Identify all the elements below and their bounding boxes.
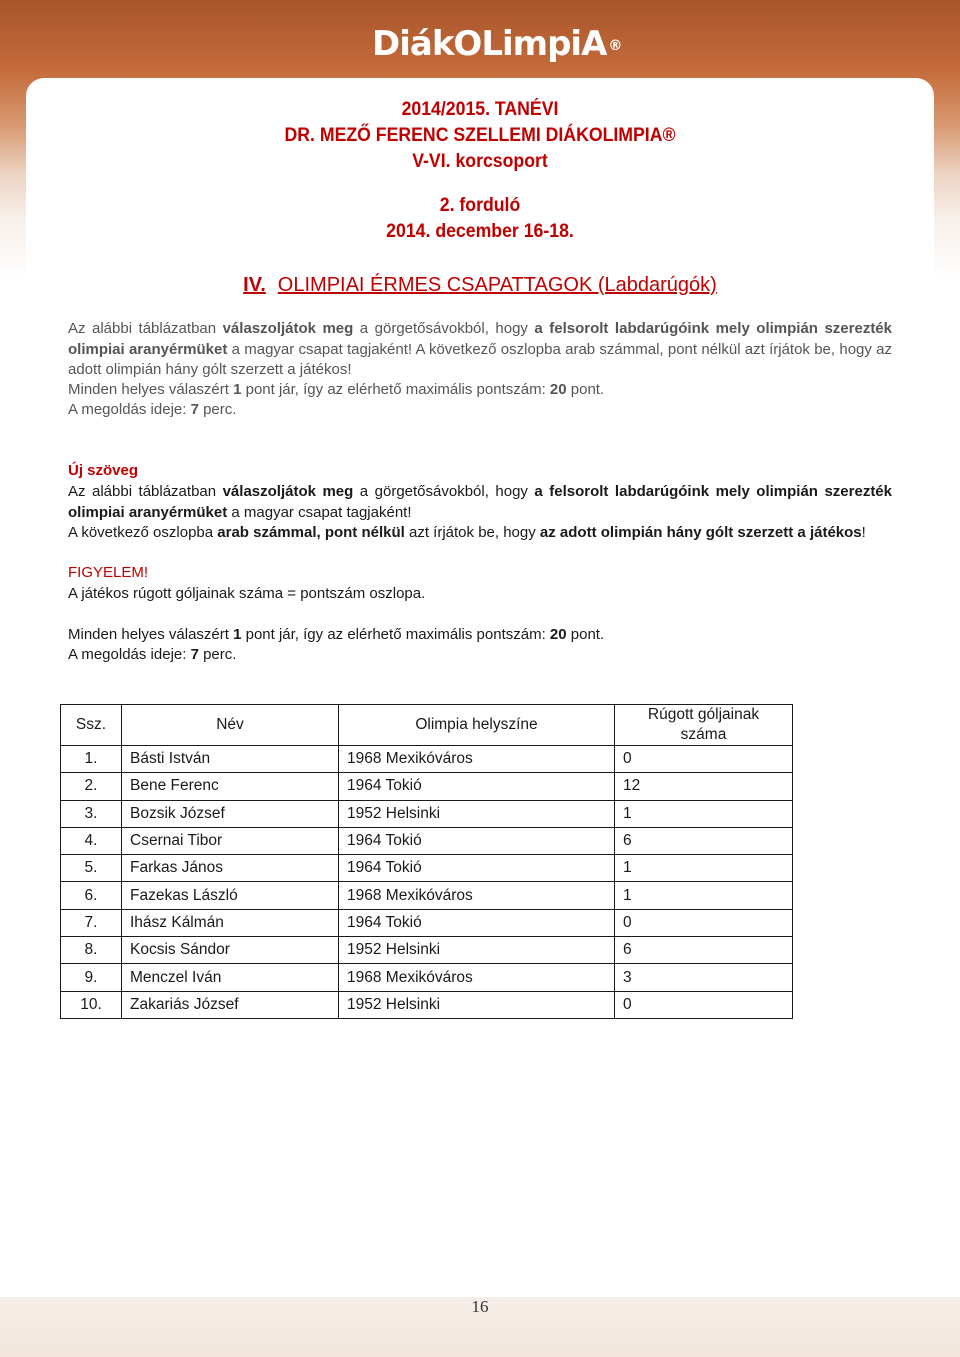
olympic-venue[interactable]: 1964 Tokió (339, 827, 615, 854)
olympic-venue[interactable]: 1964 Tokió (339, 909, 615, 936)
header-name: Név (122, 705, 339, 746)
table-row (61, 991, 793, 1018)
table-row (61, 937, 793, 964)
olympic-venue[interactable]: 1964 Tokió (339, 773, 615, 800)
diakolimpia-logo: DiákOLimpiA ® (372, 24, 622, 64)
warning-note: A játékos rúgott góljainak száma = pontszám oszlopa. (68, 585, 426, 602)
player-name: Fazekas László (122, 882, 339, 909)
olympic-venue[interactable]: 1952 Helsinki (339, 937, 615, 964)
points-line: Minden helyes válaszért 1 pont jár, így az elérhető maximális pontszám: 20 pont. (68, 626, 605, 643)
olympic-venue[interactable]: 1968 Mexikóváros (339, 882, 615, 909)
goals-cell[interactable]: 0 (615, 746, 793, 773)
round-date: 2014. december 16-18. (386, 221, 574, 242)
players-table (60, 704, 793, 1019)
olympic-venue[interactable]: 1964 Tokió (339, 855, 615, 882)
school-year: 2014/2015. TANÉVI (401, 99, 559, 120)
row-number: 8. (61, 937, 122, 964)
goals-cell[interactable]: 6 (615, 827, 793, 854)
row-number: 6. (61, 882, 122, 909)
goals-cell[interactable]: 12 (615, 773, 793, 800)
player-name: Básti István (122, 746, 339, 773)
document-header (34, 97, 927, 175)
old-points-line: Minden helyes válaszért 1 pont jár, így az elérhető maximális pontszám: 20 pont. (68, 381, 605, 398)
warning-label: FIGYELEM! (68, 564, 149, 581)
header-num: Ssz. (61, 705, 122, 746)
header-place: Olimpia helyszíne (339, 705, 615, 746)
player-name: Csernai Tibor (122, 827, 339, 854)
row-number: 4. (61, 827, 122, 854)
page-number: 16 (471, 1297, 489, 1316)
goals-cell[interactable]: 6 (615, 937, 793, 964)
age-group: V-VI. korcsoport (412, 151, 548, 172)
new-instructions-2: A következő oszlopba arab számmal, pont nélkül azt írjátok be, hogy az adott olimpián hány gólt szerzett a játékos! (68, 524, 866, 541)
table-row (61, 800, 793, 827)
player-name: Menczel Iván (122, 964, 339, 991)
table-row (61, 746, 793, 773)
goals-cell[interactable]: 0 (615, 909, 793, 936)
player-name: Zakariás József (122, 991, 339, 1018)
goals-cell[interactable]: 1 (615, 800, 793, 827)
new-text-heading: Új szöveg (68, 462, 139, 479)
player-name: Kocsis Sándor (122, 937, 339, 964)
header-goals: Rúgott góljainak száma (615, 705, 793, 746)
competition-name: DR. MEZŐ FERENC SZELLEMI DIÁKOLIMPIA® (284, 125, 676, 146)
goals-cell[interactable]: 0 (615, 991, 793, 1018)
table-row (61, 909, 793, 936)
row-number: 7. (61, 909, 122, 936)
table-row (61, 882, 793, 909)
row-number: 1. (61, 746, 122, 773)
table-body (61, 746, 793, 1019)
section-title (0, 272, 960, 298)
row-number: 9. (61, 964, 122, 991)
round-label: 2. forduló (439, 195, 521, 216)
row-number: 3. (61, 800, 122, 827)
old-time-line: A megoldás ideje: 7 perc. (68, 401, 237, 418)
section-number: IV. (243, 274, 266, 296)
old-instructions: Az alábbi táblázatban válaszoljátok meg a görgetősávokból, hogy a felsorolt labdarúgóink mely olimpián szerezték olimpiai aranyérmüket a magyar csapat tagjaként! A következő oszlopba arab számmal, pont nélkül azt írjátok be, hogy az adott olimpián hány gólt szerzett a játékos! (68, 320, 892, 378)
goals-cell[interactable]: 1 (615, 855, 793, 882)
olympic-venue[interactable]: 1968 Mexikóváros (339, 964, 615, 991)
player-name: Farkas János (122, 855, 339, 882)
olympic-venue[interactable]: 1968 Mexikóváros (339, 746, 615, 773)
section-heading: OLIMPIAI ÉRMES CSAPATTAGOK (Labdarúgók) (277, 274, 717, 296)
table-row (61, 827, 793, 854)
row-number: 2. (61, 773, 122, 800)
time-line: A megoldás ideje: 7 perc. (68, 646, 237, 663)
player-name: Ihász Kálmán (122, 909, 339, 936)
table-row (61, 855, 793, 882)
player-name: Bozsik József (122, 800, 339, 827)
olympic-venue[interactable]: 1952 Helsinki (339, 991, 615, 1018)
row-number: 5. (61, 855, 122, 882)
table-row (61, 773, 793, 800)
table-header-row (61, 705, 793, 746)
round-info (34, 193, 927, 245)
table-row (61, 964, 793, 991)
goals-cell[interactable]: 1 (615, 882, 793, 909)
olympic-venue[interactable]: 1952 Helsinki (339, 800, 615, 827)
new-instructions: Az alábbi táblázatban válaszoljátok meg a görgetősávokból, hogy a felsorolt labdarúgóink mely olimpián szerezték olimpiai aranyérmüket a magyar csapat tagjaként! (68, 483, 892, 521)
goals-cell[interactable]: 3 (615, 964, 793, 991)
row-number: 10. (61, 991, 122, 1018)
player-name: Bene Ferenc (122, 773, 339, 800)
